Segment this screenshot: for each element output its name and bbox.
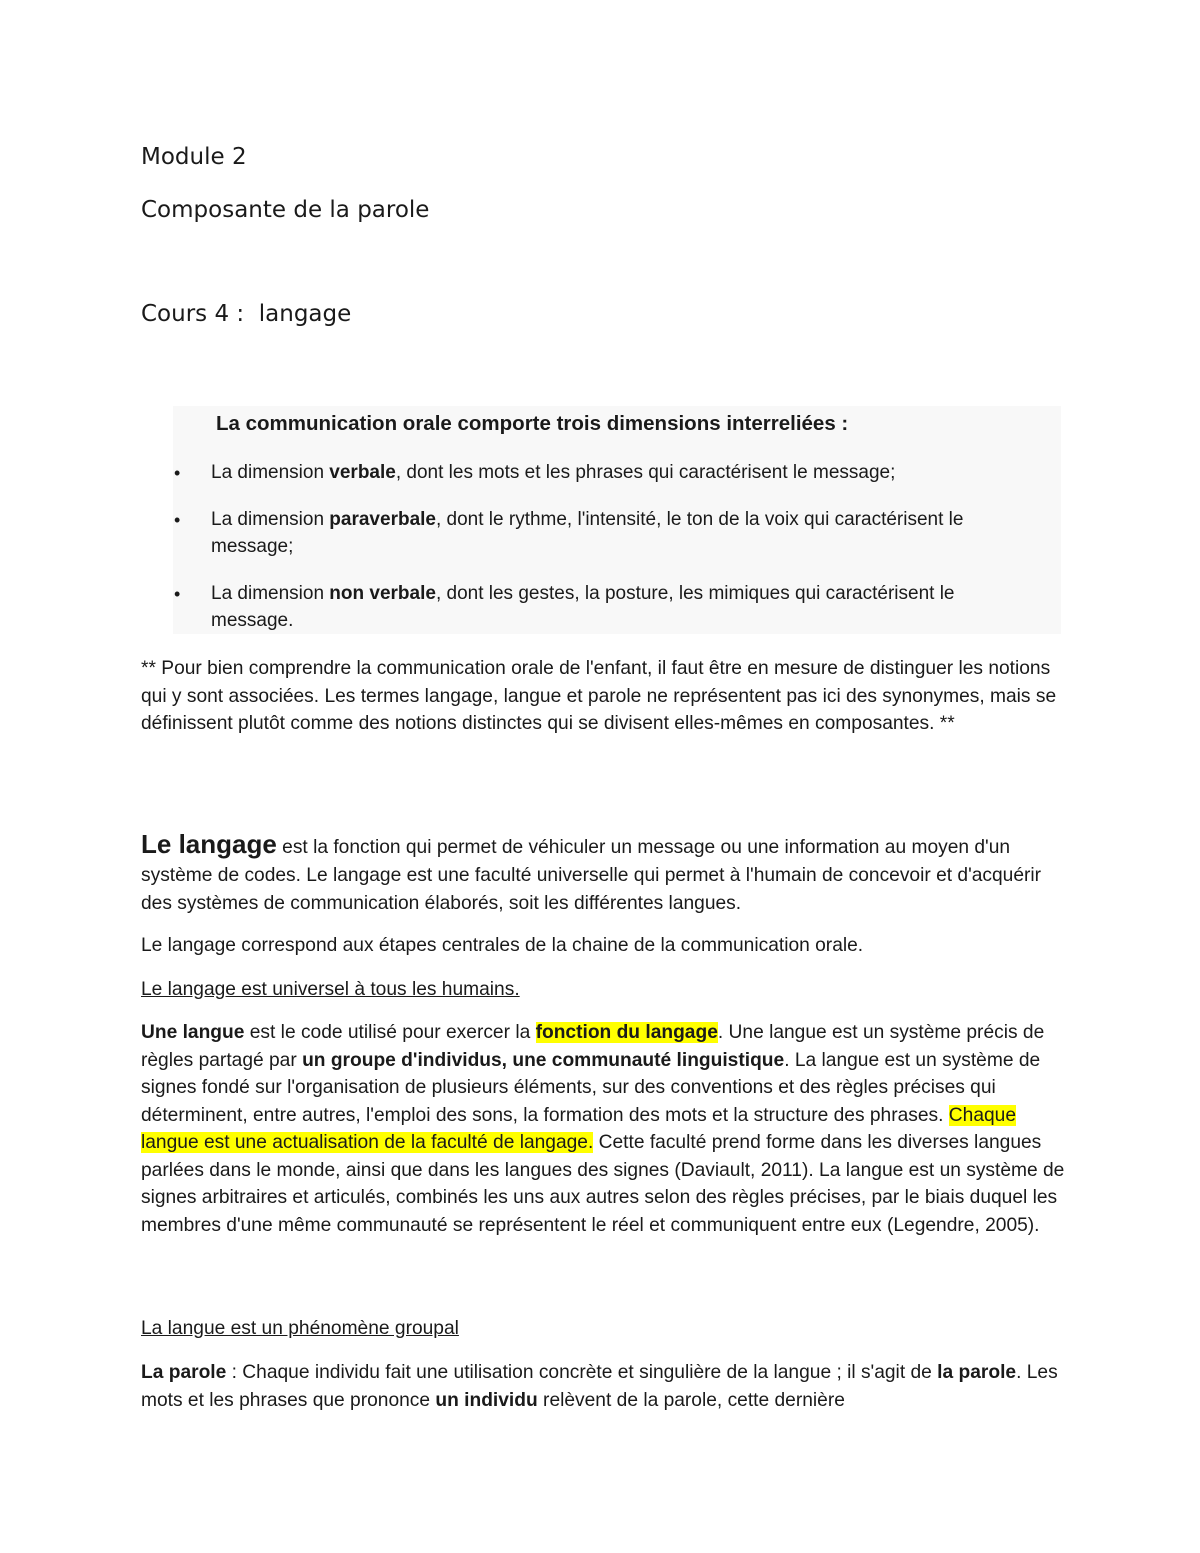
bullet-icon: • bbox=[174, 463, 181, 483]
langage-universal-line: Le langage est universel à tous les humains. bbox=[141, 979, 520, 1000]
langage-chain-paragraph: Le langage correspond aux étapes centrales de la chaine de la communication orale. bbox=[141, 935, 864, 956]
parole-paragraph: La parole : Chaque individu fait une utilisation concrète et singulière de la langue ; il s'agit de la parole. Les mots et les phrases que prononce un individu relèvent de la parole, cette dernière bbox=[141, 1362, 1058, 1411]
bullet-icon: • bbox=[174, 584, 181, 604]
langage-term: Le langage bbox=[141, 829, 277, 859]
parole-term: La parole bbox=[141, 1362, 227, 1383]
list-item-text: La dimension paraverbale, dont le rythme, l'intensité, le ton de la voix qui caractérisent le message; bbox=[211, 509, 964, 557]
course-heading: Cours 4 : langage bbox=[141, 301, 352, 327]
module-heading: Module 2 bbox=[141, 144, 247, 170]
langue-term: Une langue bbox=[141, 1022, 245, 1043]
dimensions-box-title: La communication orale comporte trois dimensions interreliées : bbox=[216, 412, 849, 435]
highlight-actualisation: Chaque langue est une actualisation de la faculté de langage. bbox=[141, 1104, 1017, 1153]
list-item bbox=[173, 507, 1033, 560]
subtitle-heading: Composante de la parole bbox=[141, 197, 430, 223]
note-paragraph: ** Pour bien comprendre la communication orale de l'enfant, il faut être en mesure de distinguer les notions qui y sont associées. Les termes langage, langue et parole ne représentent pas ici des synonymes, mais se définissent plutôt comme des notions distinctes qui se divisent elles-mêmes en composantes. ** bbox=[141, 658, 1057, 734]
list-item bbox=[173, 581, 1033, 634]
bullet-icon: • bbox=[174, 510, 181, 530]
list-item-text: La dimension verbale, dont les mots et les phrases qui caractérisent le message; bbox=[211, 462, 896, 483]
langue-paragraph: Une langue est le code utilisé pour exercer la fonction du langage. Une langue est un système précis de règles partagé par un groupe d'individus, une communauté linguistique. La langue est un système de signes fondé sur l'organisation de plusieurs éléments, sur des conventions et des règles précises qui déterminent, entre autres, l'emploi des sons, la formation des mots et la structure des phrases. Chaque langue est une actualisation de la faculté de langage. Cette faculté prend forme dans les diverses langues parlées dans le monde, ainsi que dans les langues des signes (Daviault, 2011). La langue est un système de signes arbitraires et articulés, combinés les uns aux autres selon des règles précises, par le biais duquel les membres d'une même communauté se représentent le réel et communiquent entre eux (Legendre, 2005). bbox=[141, 1022, 1065, 1236]
langue-group-line: La langue est un phénomène groupal bbox=[141, 1318, 459, 1339]
list-item bbox=[173, 460, 1033, 487]
highlight-fonction-du-langage: fonction du langage bbox=[535, 1022, 718, 1043]
langage-paragraph: Le langage est la fonction qui permet de véhiculer un message ou une information au moyen d'un système de codes. Le langage est une faculté universelle qui permet à l'humain de concevoir et d'acquérir des systèmes de communication élaborés, soit les différentes langues. bbox=[141, 829, 1042, 914]
list-item-text: La dimension non verbale, dont les gestes, la posture, les mimiques qui caractérisent le message. bbox=[211, 583, 955, 631]
